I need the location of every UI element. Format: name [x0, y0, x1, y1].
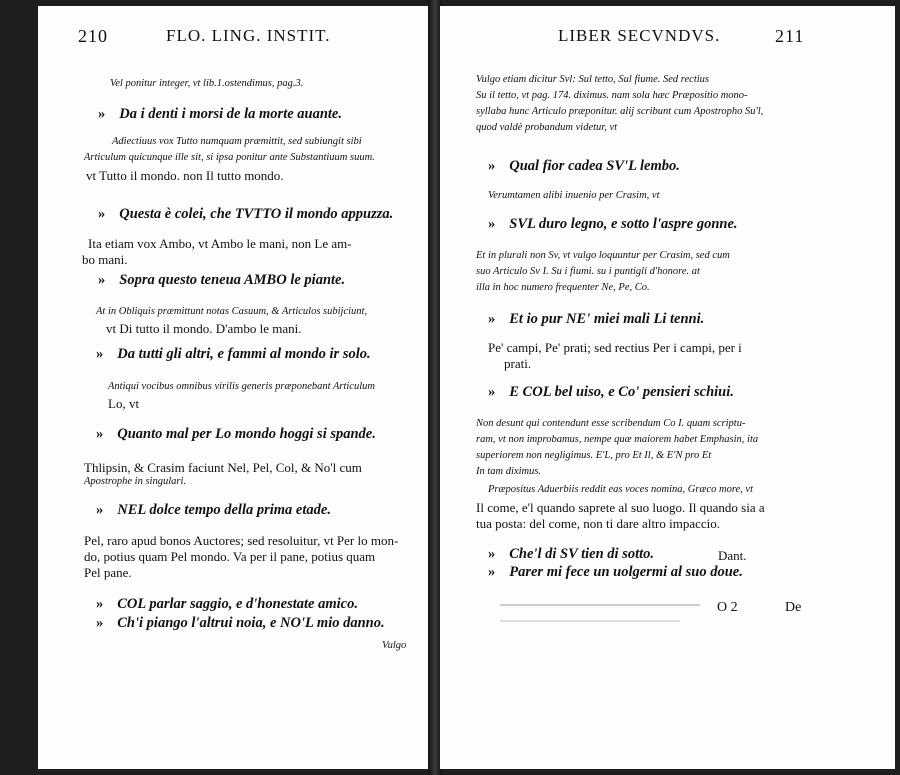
verse-line: » Da tutti gli altri, e fammi al mondo ir solo.	[96, 346, 371, 362]
show-through-mark	[500, 604, 700, 606]
text-line: ram, vt non improbamus, nempe quæ maiorem habet Emphasin, ita	[476, 434, 759, 445]
quote-mark: »	[98, 272, 106, 288]
left-header	[38, 26, 430, 52]
verse-line: » Parer mi fece un uolgermi al suo doue.	[488, 564, 743, 580]
running-head: LIBER SECVNDVS.	[558, 26, 721, 45]
author-attribution: Dant.	[718, 548, 747, 563]
text-line: Vel ponitur integer, vt lib.1.ostendimus, pag.3.	[110, 78, 304, 89]
quote-mark: »	[98, 106, 106, 122]
quote-mark: »	[488, 216, 496, 232]
text-line: Præpositus Aduerbiis reddit eas voces nomina, Græco more, vt	[488, 484, 754, 495]
text-line: Lo, vt	[108, 396, 140, 411]
text-line: Pel pane.	[84, 565, 132, 580]
text-line: tua posta: del come, non ti dare altro impaccio.	[476, 516, 721, 531]
text-line: bo mani.	[82, 252, 128, 267]
quote-mark: »	[488, 546, 496, 562]
text-line: do, potius quam Pel mondo. Va per il pane, potius quam	[84, 549, 376, 564]
quote-mark: »	[96, 615, 104, 631]
page-number: 211	[775, 26, 805, 46]
quote-mark: »	[96, 426, 104, 442]
right-page	[440, 6, 895, 769]
verse-line: » Et io pur NE' miei mali Li tenni.	[488, 311, 705, 327]
left-page	[38, 6, 430, 769]
text-line: Pel, raro apud bonos Auctores; sed resoluitur, vt Per lo mon-	[84, 533, 399, 548]
right-header	[440, 26, 895, 52]
text-line: vt Di tutto il mondo. D'ambo le mani.	[106, 321, 302, 336]
quote-mark: »	[96, 596, 104, 612]
catchword: Vulgo	[382, 640, 407, 651]
text-line: Non desunt qui contendunt esse scribendum Co I. quam scriptu-	[476, 418, 746, 429]
text-line: Il come, e'l quando saprete al suo luogo. Il quando sia a	[476, 500, 765, 515]
quote-mark: »	[488, 564, 496, 580]
verse-line: » Ch'i piango l'altrui noia, e NO'L mio danno.	[96, 615, 385, 631]
text-line: illa in hoc numero frequenter Ne, Pe, Co.	[476, 282, 650, 293]
quote-mark: »	[488, 158, 496, 174]
verse-line: » Questa è colei, che TVTTO il mondo appuzza.	[98, 206, 394, 222]
quote-mark: »	[96, 346, 104, 362]
catchword: De	[785, 600, 802, 615]
verse-line: » Qual fior cadea SV'L lembo.	[488, 158, 680, 174]
text-line: In tam diximus.	[476, 466, 542, 477]
text-line: superiorem non negligimus. E'L, pro Et Il, & E'N pro Et	[476, 450, 712, 461]
running-head: FLO. LING. INSTIT.	[166, 26, 331, 45]
verse-line: » Sopra questo teneua AMBO le piante.	[98, 272, 346, 288]
text-line: Articulum quicunque ille sit, si ipsa ponitur ante Substantiuum suum.	[84, 152, 375, 163]
text-line: Et in plurali non Sv, vt vulgo loquuntur per Crasim, sed cum	[476, 250, 730, 261]
verse-line: » Che'l di SV tien di sotto.	[488, 546, 655, 562]
verse-line: » COL parlar saggio, e d'honestate amico.	[96, 596, 358, 612]
verse-line: » E COL bel uiso, e Co' pensieri schiui.	[488, 384, 734, 400]
quote-mark: »	[96, 502, 104, 518]
text-line: Adiectiuus vox Tutto numquam præmittit, sed subiungit sibi	[112, 136, 362, 147]
verse-line: » Da i denti i morsi de la morte auante.	[98, 106, 342, 122]
quote-mark: »	[488, 311, 496, 327]
page-number: 210	[78, 26, 108, 46]
text-line: vt Tutto il mondo. non Il tutto mondo.	[86, 168, 284, 183]
text-line: Apostrophe in singulari.	[84, 476, 186, 487]
text-line: Su il tetto, vt pag. 174. diximus. nam sola hæc Præpositio mono-	[476, 90, 748, 101]
text-line: Verumtamen alibi inuenio per Crasim, vt	[488, 190, 660, 201]
text-line: Thlipsin, & Crasim faciunt Nel, Pel, Col, & No'l cum	[84, 460, 362, 475]
quote-mark: »	[488, 384, 496, 400]
text-line: Pe' campi, Pe' prati; sed rectius Per i campi, per i	[488, 340, 742, 355]
show-through-mark	[500, 620, 680, 622]
text-line: Ita etiam vox Ambo, vt Ambo le mani, non Le am-	[88, 236, 352, 251]
verse-line: » NEL dolce tempo della prima etade.	[96, 502, 331, 518]
text-line: Vulgo etiam dicitur Svl: Sul tetto, Sul fiume. Sed rectius	[476, 74, 709, 85]
signature-mark: O 2	[717, 600, 738, 615]
verse-line: » Quanto mal per Lo mondo hoggi si spande.	[96, 426, 376, 442]
quote-mark: »	[98, 206, 106, 222]
text-line: Antiqui vocibus omnibus virilis generis præponebant Articulum	[108, 381, 375, 392]
text-line: quod valdè probandum videtur, vt	[476, 122, 618, 133]
text-line: At in Obliquis præmittunt notas Casuum, & Articulos subijciunt,	[96, 306, 368, 317]
text-line: suo Articulo Sv I. Su i fiumi. su i puntigli d'honore. at	[476, 266, 700, 277]
verse-line: » SVL duro legno, e sotto l'aspre gonne.	[488, 216, 738, 232]
text-line: prati.	[504, 356, 532, 371]
text-line: syllaba hunc Articulo præponitur. alij scribunt cum Apostropho Su'l,	[476, 106, 764, 117]
